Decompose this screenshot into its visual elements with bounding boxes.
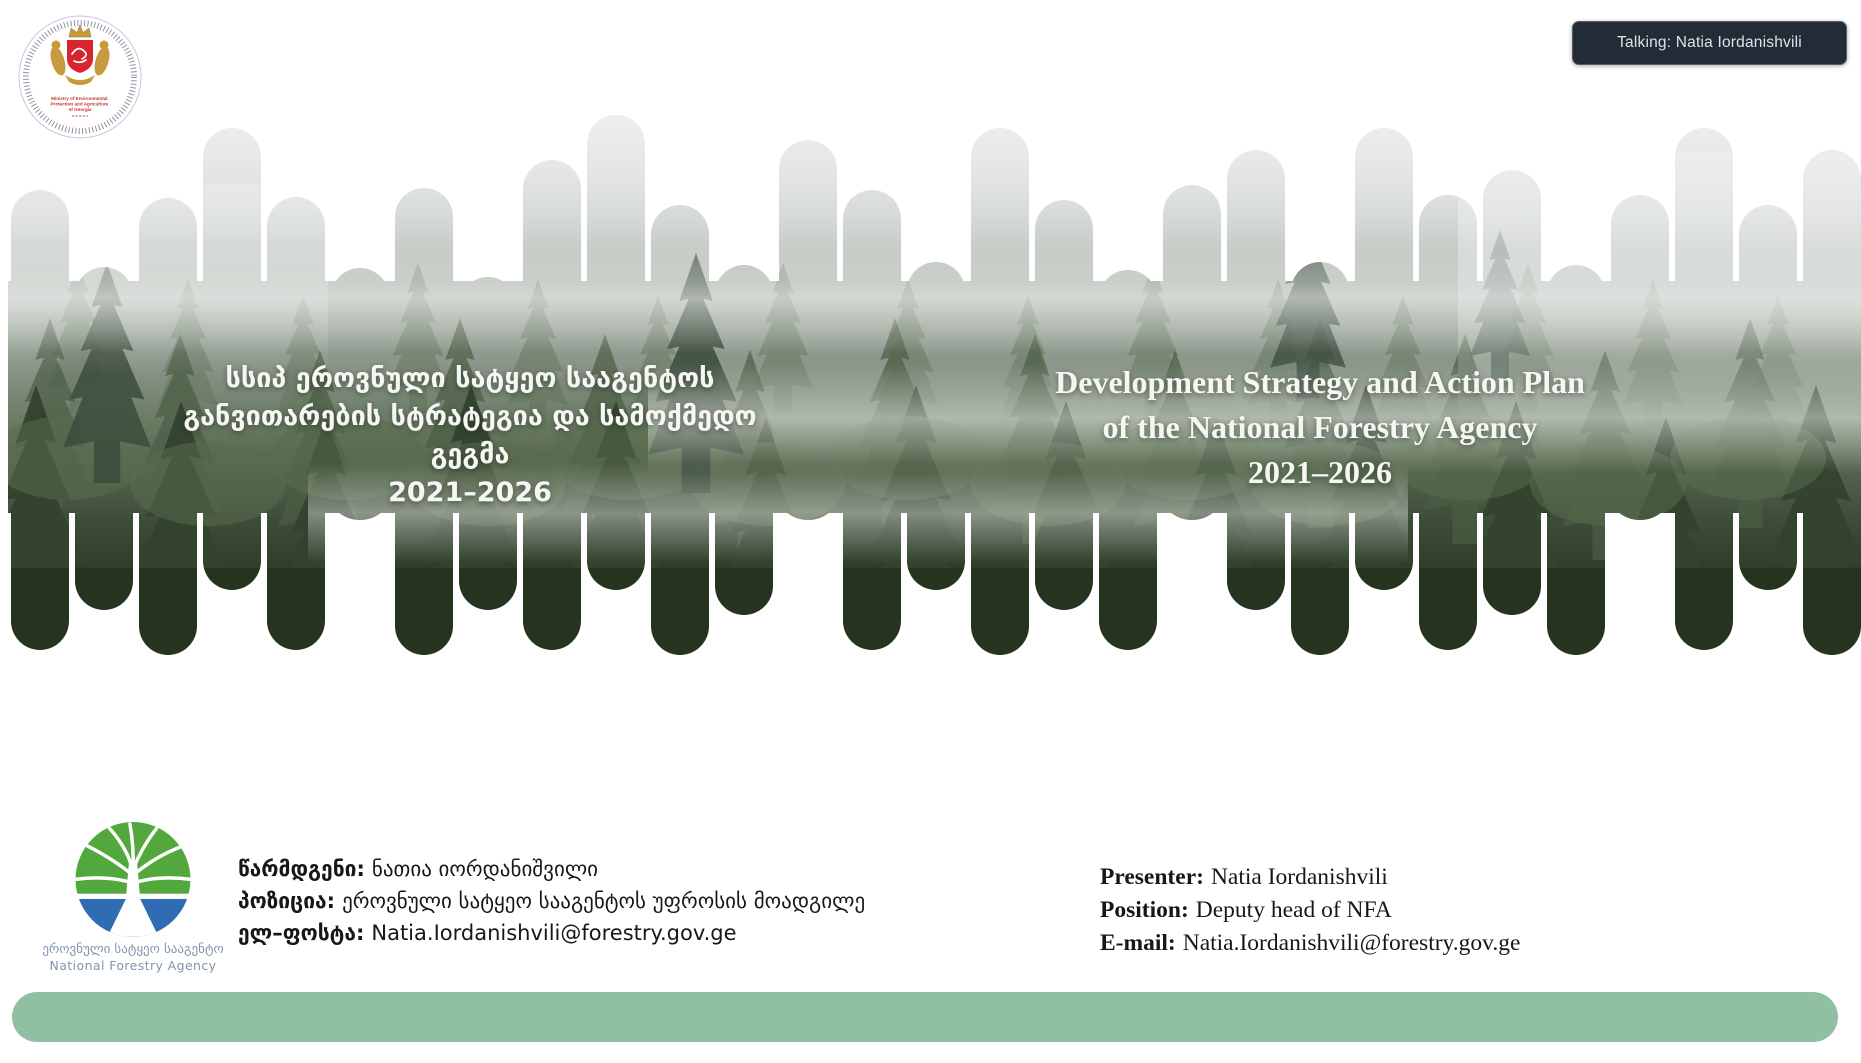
presenter-ka-position-label: პოზიცია: bbox=[238, 889, 336, 913]
slide-title-georgian bbox=[140, 360, 800, 512]
title-en-line2: of the National Forestry Agency bbox=[1102, 409, 1538, 445]
presenter-block-georgian bbox=[238, 853, 865, 949]
shield-icon bbox=[67, 40, 93, 73]
dark-forest-floor bbox=[8, 568, 1861, 658]
title-en-line3: 2021–2026 bbox=[1248, 454, 1392, 490]
presenter-en-name-value: Natia Iordanishvili bbox=[1210, 864, 1388, 890]
presenter-ka-email-row bbox=[238, 917, 865, 949]
presenter-en-position-value: Deputy head of NFA bbox=[1195, 897, 1392, 923]
title-en-line1: Development Strategy and Action Plan bbox=[1055, 364, 1585, 400]
footer-accent-bar bbox=[12, 992, 1838, 1042]
presenter-block-english bbox=[1100, 861, 1520, 960]
presenter-en-name-row bbox=[1100, 861, 1520, 894]
title-ka-line3: 2021–2026 bbox=[388, 477, 552, 508]
presenter-ka-name-value: ნათია იორდანიშვილი bbox=[371, 857, 599, 881]
title-ka-line1: სსიპ ეროვნული სატყეო სააგენტოს bbox=[225, 363, 715, 394]
presenter-ka-position-row bbox=[238, 885, 865, 917]
presenter-ka-email-label: ელ–ფოსტა: bbox=[238, 921, 365, 945]
presenter-ka-email-value: Natia.Iordanishvili@forestry.gov.ge bbox=[371, 921, 737, 945]
presenter-ka-name-label: წარმდგენი: bbox=[238, 857, 365, 881]
nfa-logo bbox=[58, 822, 208, 940]
speaker-talking-badge bbox=[1572, 21, 1847, 65]
presenter-en-position-label: Position: bbox=[1100, 897, 1189, 923]
nfa-caption-english: National Forestry Agency bbox=[49, 958, 217, 973]
presenter-ka-position-value: ეროვნული სატყეო სააგენტოს უფროსის მოადგილე bbox=[342, 889, 866, 913]
title-ka-line2: განვითარების სტრატეგია და სამოქმედო გეგმა bbox=[183, 401, 757, 470]
slide-title-english bbox=[1005, 360, 1635, 495]
presenter-en-email-row bbox=[1100, 927, 1520, 960]
presenter-en-email-value: Natia.Iordanishvili@forestry.gov.ge bbox=[1182, 930, 1521, 956]
presenter-en-position-row bbox=[1100, 894, 1520, 927]
nfa-logo-captions bbox=[18, 941, 248, 974]
ministry-caption: Ministry of Environmental Protection and Agriculture of Georgia bbox=[50, 96, 109, 112]
speaker-talking-label: Talking: Natia Iordanishvili bbox=[1617, 34, 1802, 51]
nfa-caption-georgian: ეროვნული სატყეო სააგენტო bbox=[42, 942, 224, 957]
presenter-en-name-label: Presenter: bbox=[1100, 864, 1204, 890]
presenter-en-email-label: E-mail: bbox=[1100, 930, 1176, 956]
presenter-ka-name-row bbox=[238, 853, 865, 885]
